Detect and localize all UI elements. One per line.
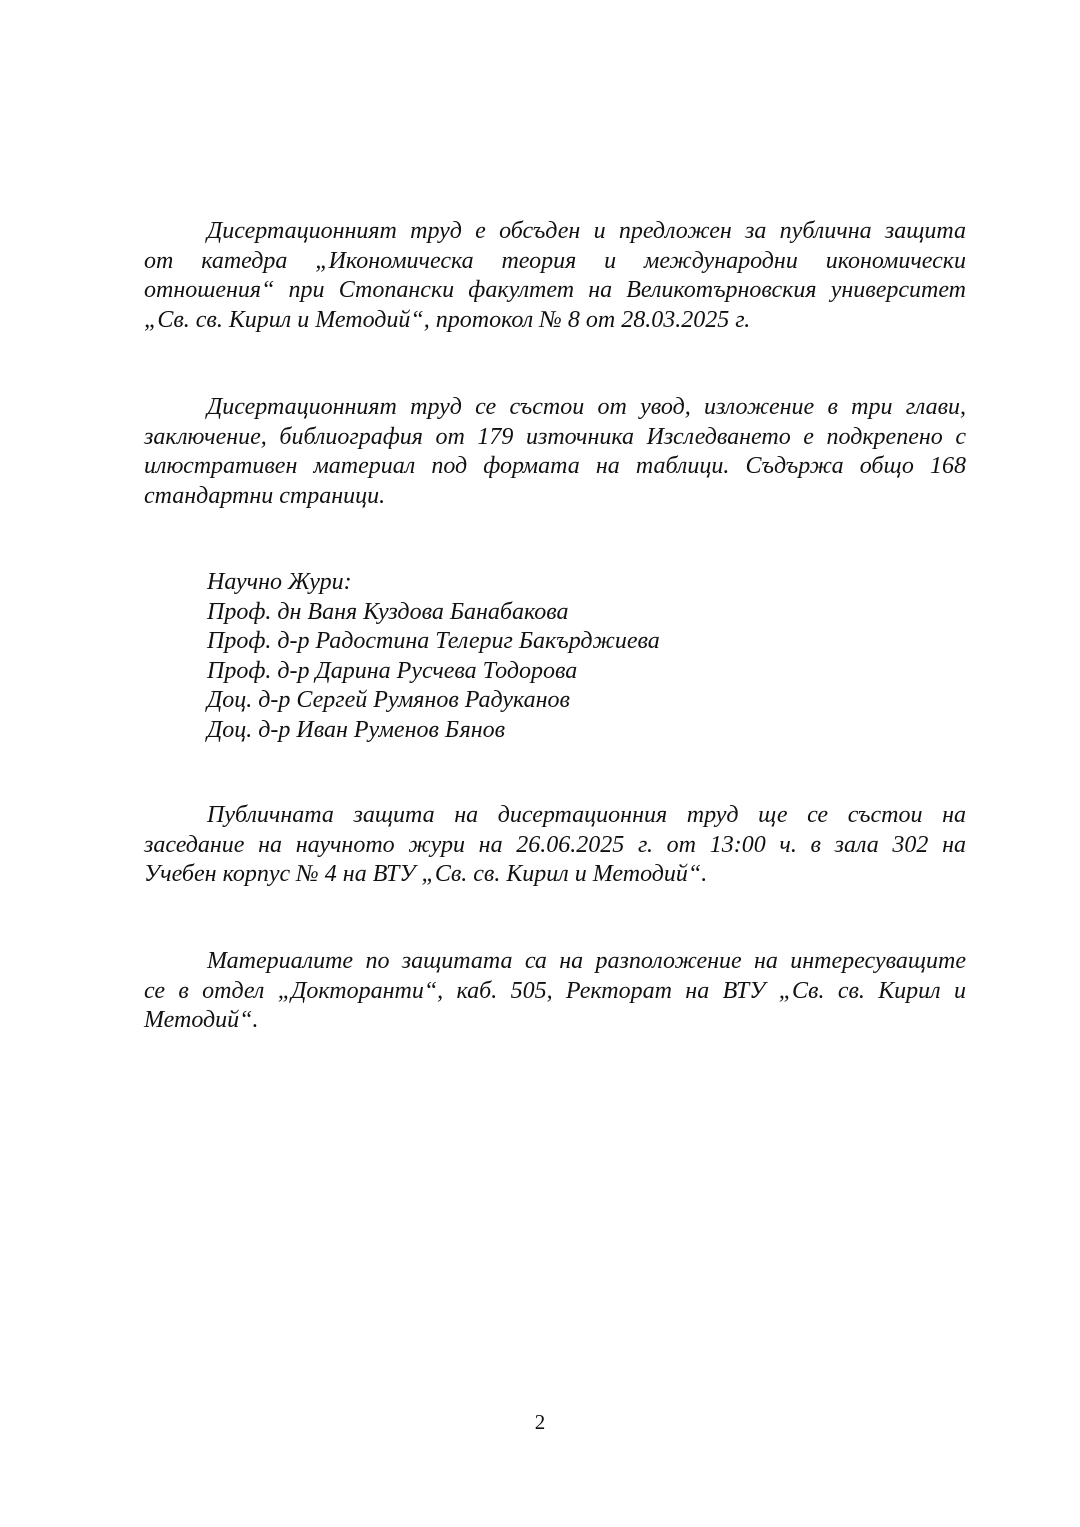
text-line: „Св. св. Кирил и Методий“, протокол № 8 от 28.03.2025 г. — [144, 306, 751, 333]
paragraph-committee-discussion — [144, 217, 966, 335]
text-line: отношения“ при Стопански факултет на Великотърновския университет — [144, 277, 966, 303]
text-line: илюстративен материал под формата на таблици. Съдържа общо 168 — [144, 453, 966, 479]
text-line: стандартни страници. — [144, 482, 386, 509]
paragraph-dissertation-structure — [144, 393, 966, 511]
text-line: се в отдел „Докторанти“, каб. 505, Ректорат на ВТУ „Св. св. Кирил и — [144, 977, 966, 1004]
text-line: Материалите по защитата са на разположение на интересуващите — [207, 948, 966, 974]
text-line: от катедра „Икономическа теория и международни икономически — [144, 247, 966, 274]
text-line: Дисертационният труд е обсъден и предложен за публична защита — [207, 218, 966, 244]
jury-member: Доц. д-р Сергей Румянов Радуканов — [207, 687, 570, 713]
scientific-jury-list — [207, 568, 660, 745]
text-line: Методий“. — [144, 1007, 259, 1033]
jury-heading: Научно Жури: — [207, 569, 352, 595]
paragraph-materials-availability — [144, 947, 966, 1036]
jury-member: Проф. д-р Радостина Телериг Бакърджиева — [207, 628, 660, 654]
jury-member: Проф. д-р Дарина Русчева Тодорова — [207, 657, 578, 684]
page-number: 2 — [534, 1410, 546, 1434]
text-line: Публичната защита на дисертационния труд ще се състои на — [207, 802, 966, 828]
jury-member: Проф. дн Ваня Куздова Банабакова — [207, 598, 569, 625]
jury-member: Доц. д-р Иван Руменов Бянов — [207, 716, 506, 743]
text-line: заключение, библиография от 179 източника Изследването е подкрепено с — [144, 423, 966, 450]
text-line: Учебен корпус № 4 на ВТУ „Св. св. Кирил и Методий“. — [144, 861, 708, 887]
paragraph-public-defense — [144, 801, 966, 890]
text-line: заседание на научното жури на 26.06.2025 г. от 13:00 ч. в зала 302 на — [144, 831, 966, 858]
text-line: Дисертационният труд се състои от увод, изложение в три глави, — [207, 394, 966, 420]
